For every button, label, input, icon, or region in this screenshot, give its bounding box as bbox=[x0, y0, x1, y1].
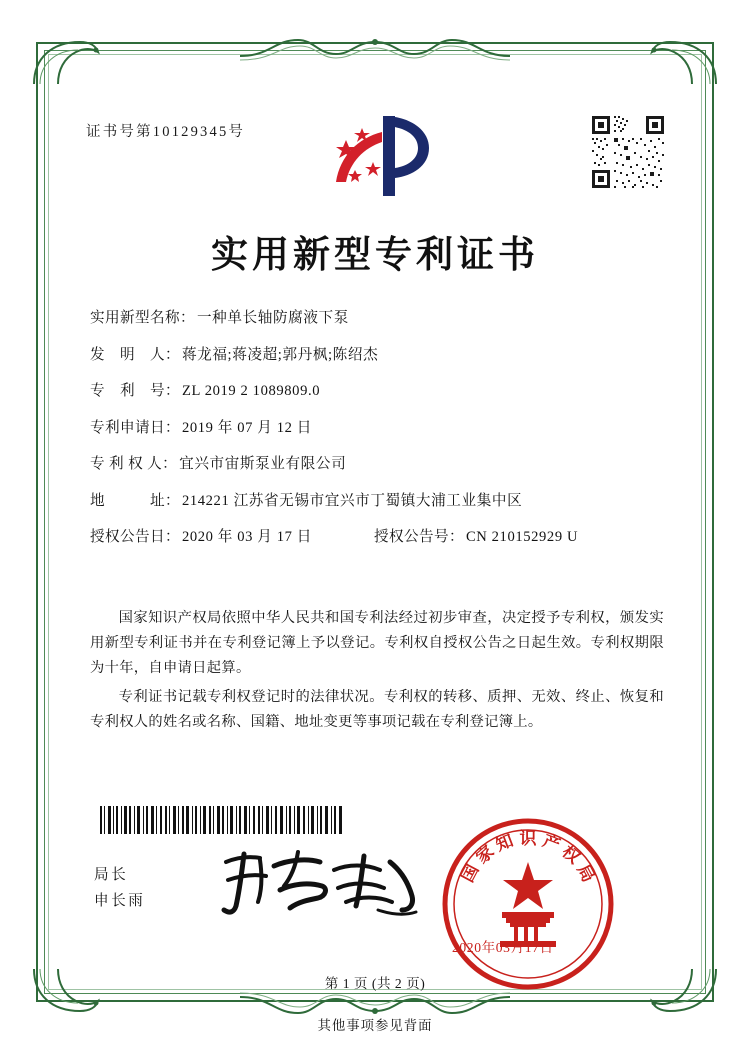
field-utility-model-name bbox=[90, 310, 670, 326]
barcode-icon bbox=[100, 806, 342, 834]
field-grant-announcement bbox=[90, 529, 670, 545]
paragraph-1: 国家知识产权局依照中华人民共和国专利法经过初步审查，决定授予专利权，颁发实用新型专利证书并在专利登记簿上予以登记。专利权自授权公告之日起生效。专利权期限为十年，自申请日起算。 bbox=[90, 610, 664, 676]
certificate-content bbox=[48, 54, 702, 990]
certificate-number: 证书号第10129345号 bbox=[86, 124, 246, 140]
cnipa-logo-icon bbox=[326, 112, 438, 198]
field-label-grant-number: 授权公告号： bbox=[373, 529, 464, 546]
footer-note: 其他事项参见背面 bbox=[317, 1018, 433, 1033]
svg-text:知: 知 bbox=[493, 830, 516, 855]
svg-text:识: 识 bbox=[519, 829, 537, 848]
field-application-date bbox=[90, 420, 670, 436]
field-label: 地 址： bbox=[90, 492, 180, 509]
svg-text:国: 国 bbox=[457, 861, 483, 886]
svg-text:局: 局 bbox=[573, 861, 599, 886]
svg-text:产: 产 bbox=[540, 830, 563, 855]
field-value: ZL 2019 2 1089809.0 bbox=[181, 383, 321, 400]
field-patentee bbox=[90, 456, 670, 472]
paragraph-2: 专利证书记载专利权登记时的法律状况。专利权的转移、质押、无效、终止、恢复和专利权人的姓名或名称、国籍、地址变更等事项记载在专利登记簿上。 bbox=[90, 689, 664, 730]
field-patent-number bbox=[90, 383, 670, 399]
signature-block bbox=[94, 862, 145, 914]
director-role: 局长 bbox=[94, 867, 129, 883]
field-value: 宜兴市宙斯泵业有限公司 bbox=[179, 456, 347, 473]
field-label: 实用新型名称： bbox=[90, 310, 195, 326]
handwritten-signature-icon bbox=[214, 844, 434, 922]
field-value: 214221 江苏省无锡市宜兴市丁蜀镇大浦工业集中区 bbox=[181, 492, 523, 509]
field-label: 专 利 权 人： bbox=[90, 456, 178, 473]
field-label: 专 利 号： bbox=[90, 383, 180, 400]
director-name: 申长雨 bbox=[94, 893, 146, 909]
field-list bbox=[90, 310, 670, 566]
page-title: 实用新型专利证书 bbox=[211, 235, 539, 276]
svg-text:家: 家 bbox=[472, 841, 498, 868]
page-number: 第 1 页 (共 2 页) bbox=[324, 976, 426, 991]
field-value-grant-date: 2020 年 03 月 17 日 bbox=[181, 529, 312, 546]
svg-text:权: 权 bbox=[558, 841, 584, 868]
field-inventors bbox=[90, 347, 670, 363]
legal-text bbox=[90, 606, 664, 739]
field-label: 发 明 人： bbox=[90, 346, 180, 363]
official-seal-icon bbox=[440, 816, 616, 992]
field-label: 专利申请日： bbox=[90, 419, 180, 436]
seal-date: 2020年03月17日 bbox=[452, 940, 554, 955]
field-value: 一种单长轴防腐液下泵 bbox=[196, 310, 349, 326]
field-label-grant-date: 授权公告日： bbox=[90, 529, 180, 546]
field-value: 2019 年 07 月 12 日 bbox=[181, 419, 312, 436]
field-value-grant-number: CN 210152929 U bbox=[465, 529, 579, 546]
field-address bbox=[90, 493, 670, 509]
qr-code-icon bbox=[590, 114, 666, 190]
field-value: 蒋龙福;蒋凌超;郭丹枫;陈绍杰 bbox=[181, 346, 379, 363]
